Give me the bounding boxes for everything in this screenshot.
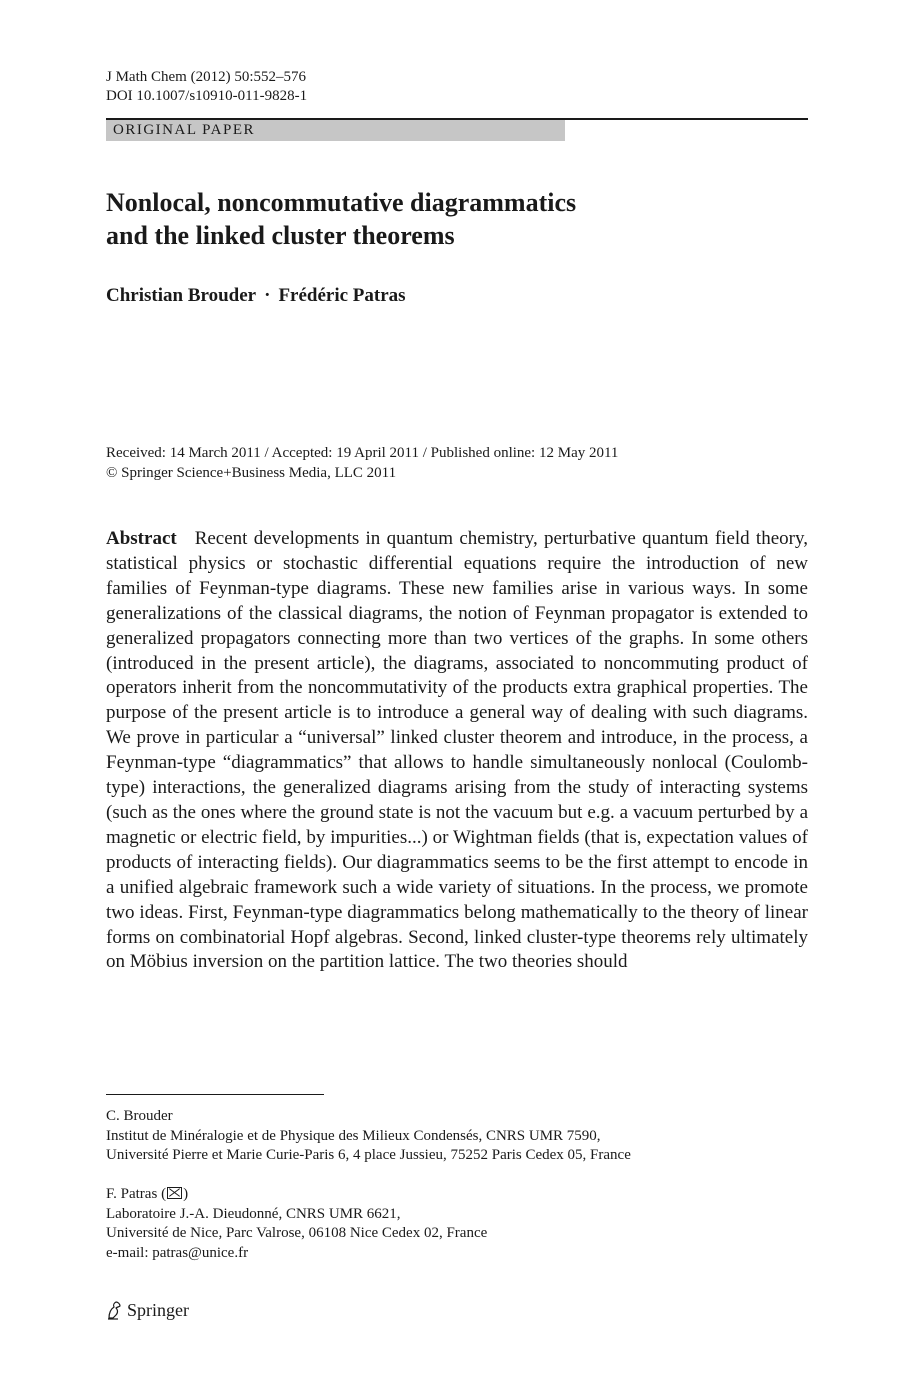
journal-header (106, 68, 307, 106)
affiliation-brouder (106, 1107, 631, 1166)
journal-citation: J Math Chem (2012) 50:552–576 (106, 69, 306, 85)
affiliation-line: Université Pierre et Marie Curie-Paris 6, 4 place Jussieu, 75252 Paris Cedex 05, France (106, 1147, 631, 1164)
affiliation-line: Institut de Minéralogie et de Physique des Milieux Condensés, CNRS UMR 7590, (106, 1127, 601, 1144)
abstract-label: Abstract (106, 528, 177, 549)
author-name: Christian Brouder (106, 285, 257, 306)
affiliation-line: Université de Nice, Parc Valrose, 06108 Nice Cedex 02, France (106, 1225, 488, 1242)
history-dates: Received: 14 March 2011 / Accepted: 19 April 2011 / Published online: 12 May 2011 (106, 445, 619, 461)
envelope-icon (167, 1187, 182, 1199)
affiliation-email: e-mail: patras@unice.fr (106, 1244, 249, 1261)
abstract-paragraph (106, 527, 808, 975)
publisher-logo (106, 1298, 189, 1322)
abstract-text: Recent developments in quantum chemistry, perturbative quantum field theory, statistical physics or stochastic differential equations require the introduction of new families of Feynman-type diagrams. These new families arise in various ways. In some generalizations of the classical diagrams, the notion of Feynman propagator is extended to generalized propagators connecting more than two vertices of the graphs. In some others (introduced in the present article), the diagrams, associated to noncommuting product of operators inherit from the noncommutativity of the products extra graphical properties. The purpose of the present article is to introduce a general way of dealing with such diagrams. We prove in particular a “universal” linked cluster theorem and introduce, in the process, a Feynman-type “diagrammatics” that allows to handle simultaneously nonlocal (Coulomb-type) interactions, the generalized diagrams arising from the study of interacting systems (such as the ones where the ground state is not the vacuum but e.g. a vacuum perturbed by a magnetic or electric field, by impurities...) or Wightman fields (that is, expectation values of products of interacting fields). Our diagrammatics seems to be the first attempt to encode in a unified algebraic framework such a wide variety of situations. In the process, we promote two ideas. First, Feynman-type diagrammatics belong mathematically to the theory of linear forms on combinatorial Hopf algebras. Second, linked cluster-type theorems rely ultimately on Möbius inversion on the partition lattice. The two theories should (106, 528, 808, 973)
author-name: Frédéric Patras (278, 285, 406, 306)
title-line-1: Nonlocal, noncommutative diagrammatics (106, 188, 577, 217)
copyright-notice: © Springer Science+Business Media, LLC 2011 (106, 465, 397, 481)
footnote-rule (106, 1094, 324, 1095)
affiliation-name: F. Patras (106, 1186, 158, 1202)
author-separator: · (264, 285, 271, 306)
publisher-name: Springer (127, 1300, 189, 1320)
title-line-2: and the linked cluster theorems (106, 221, 455, 250)
affiliation-patras (106, 1185, 487, 1263)
author-list (106, 284, 406, 308)
springer-horse-icon (106, 1300, 122, 1320)
article-type-label: ORIGINAL PAPER (113, 122, 255, 138)
publication-history (106, 443, 618, 483)
journal-doi: DOI 10.1007/s10910-011-9828-1 (106, 88, 308, 104)
affiliation-line: Laboratoire J.-A. Dieudonné, CNRS UMR 6621, (106, 1205, 401, 1222)
affiliation-name: C. Brouder (106, 1108, 173, 1124)
affiliation-name-row: F. Patras ( ) (106, 1186, 189, 1202)
paper-title (106, 186, 756, 252)
